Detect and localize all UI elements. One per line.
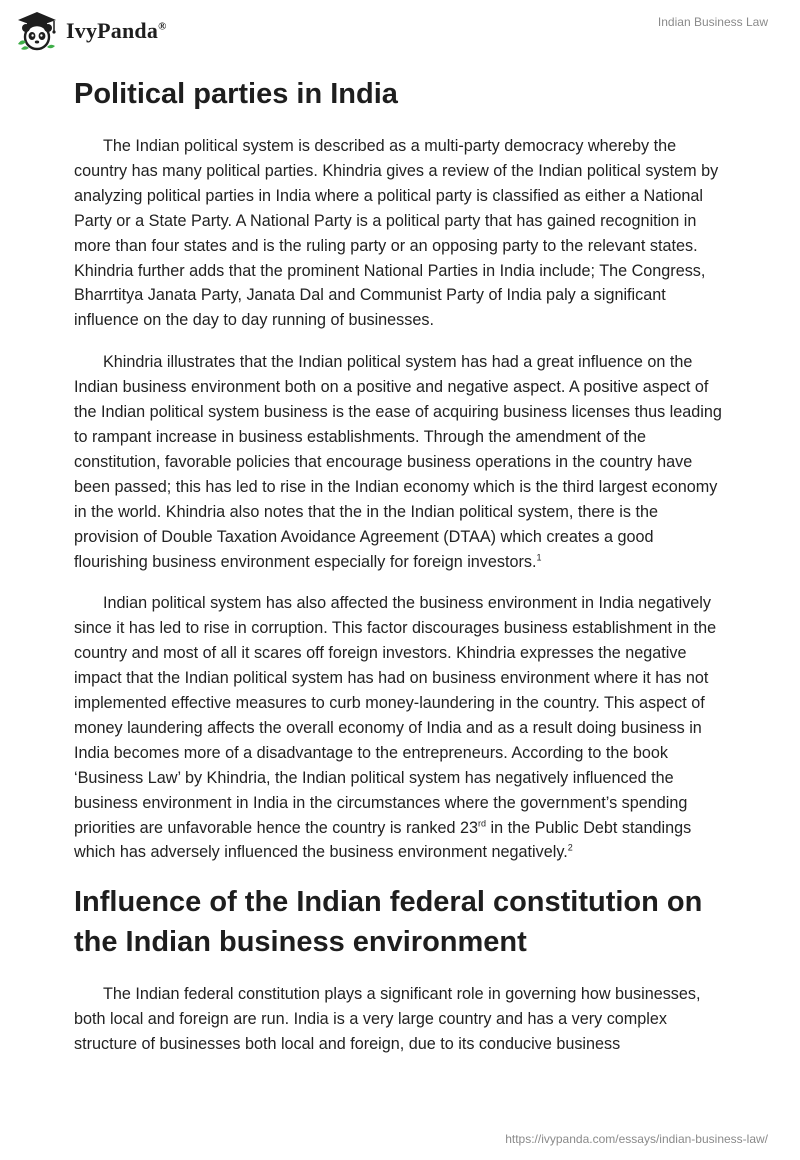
paragraph: The Indian political system is described as a multi-party democracy whereby the country has many political parties. Khindria gives a review of the Indian political system by analyzing political parties in India where a political party is classified as either a National Party or a State Party. A National Party is a political party that has gained recognition in more than four states and is the ruling party or an opposing party to the relevant states. Khindria further adds that the prominent National Parties in India include; The Congress, Bharrtitya Janata Party, Janata Dal and Communist Party of India paly a significant influence on the day to day running of businesses.: [74, 137, 719, 330]
brand-name: IvyPanda®: [66, 18, 167, 43]
running-title: Indian Business Law: [657, 15, 768, 29]
paragraph: Indian political system has also affected the business environment in India negatively since it has led to rise in corruption. This factor discourages business establishment in the country and most of all it scares off foreign investors. Khindria expresses the negative impact that the Indian political system has had on business environment where it has not implemented effective measures to curb money-laundering in the country. This aspect of money laundering affects the overall economy of India and as a result doing business in India becomes more of a disadvantage to the entrepreneurs. According to the book ‘Business Law’ by Khindria, the Indian political system has negatively influenced the business environment in India in the circumstances where the government’s spending priorities are unfavorable hence the country is ranked 23rd in the Public Debt standings which has adversely influenced the business environment negatively.$^2$: [74, 594, 717, 862]
page-header: [0, 0, 800, 70]
paragraph: The Indian federal constitution plays a significant role in governing how businesses, both local and foreign are run. India is a very large country and has a very complex structure of businesses both local and foreign, due to its conducive business: [74, 985, 701, 1054]
footnote-marker[interactable]: 1: [536, 552, 542, 563]
panda-graduate-icon: [14, 10, 60, 52]
brand-logo[interactable]: [14, 10, 167, 52]
section-heading: Political parties in India: [74, 78, 398, 110]
registered-mark: ®: [158, 20, 167, 33]
article-body: [74, 70, 726, 1074]
section-heading: Influence of the Indian federal constitution on the Indian business environment: [74, 886, 703, 959]
paragraph: Khindria illustrates that the Indian political system has had a great influence on the Indian business environment both on a positive and negative aspect. A positive aspect of the Indian political system business is the ease of acquiring business licenses thus leading to rampant increase in business establishments. Through the amendment of the constitution, favorable policies that encourage business operations in the country have been passed; this has led to rise in the Indian economy which is the third largest economy in the world. Khindria also notes that the in the Indian political system, there is the provision of Double Taxation Avoidance Agreement (DTAA) which creates a good flourishing business environment especially for foreign investors.$^1$: [74, 353, 722, 571]
ordinal-suffix: rd: [478, 818, 487, 829]
footnote-marker[interactable]: 2: [567, 843, 573, 854]
source-url[interactable]: https://ivypanda.com/essays/indian-business-law/: [505, 1132, 768, 1146]
